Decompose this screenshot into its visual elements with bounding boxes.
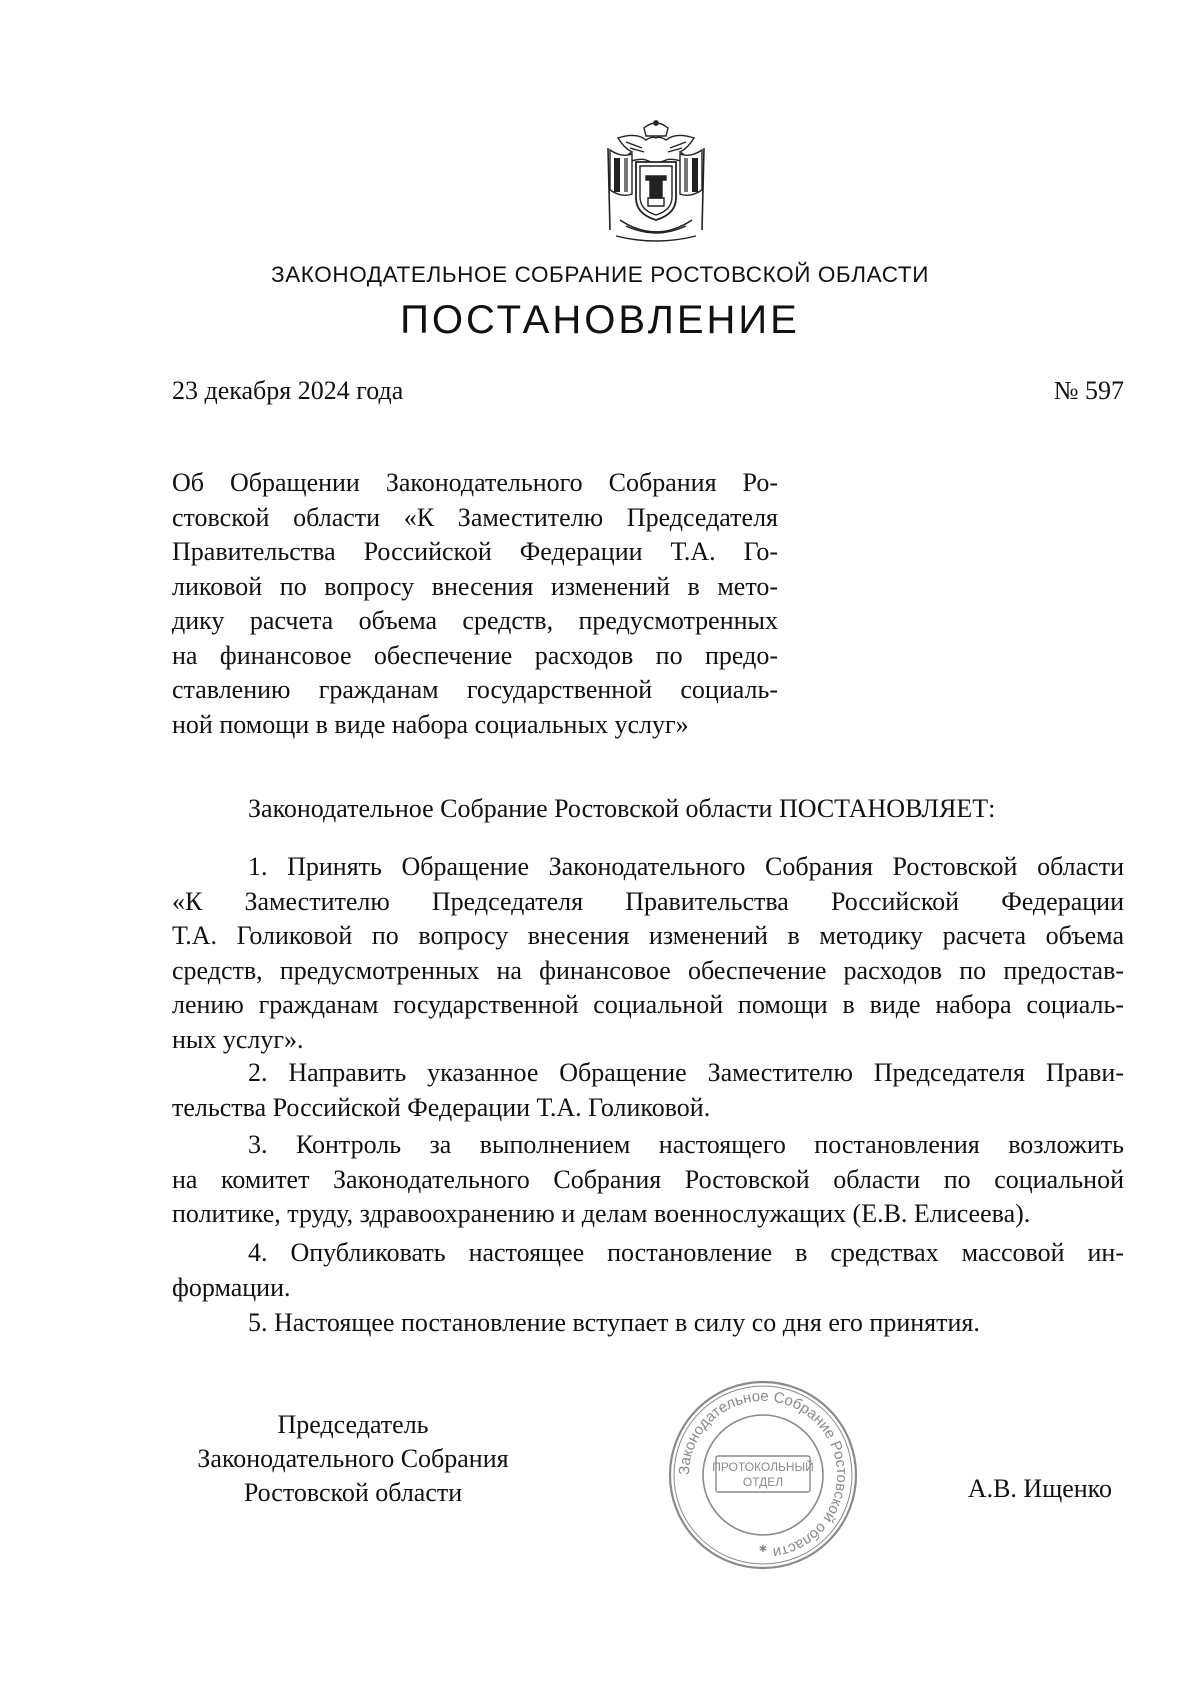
signatory-name: А.В. Ищенко bbox=[967, 1474, 1112, 1503]
item-line: 1. Принять Обращение Законодательного Собрания Ростовской области bbox=[248, 852, 1124, 881]
item-line: 4. Опубликовать настоящее постановление в средствах массовой ин- bbox=[248, 1238, 1124, 1267]
item-line: на комитет Законодательного Собрания Ростовской области по социальной bbox=[172, 1164, 1124, 1194]
document-type: ПОСТАНОВЛЕНИЕ bbox=[400, 298, 800, 342]
official-stamp bbox=[666, 1378, 860, 1572]
item-line: 5. Настоящее постановление вступает в силу со дня его принятия. bbox=[248, 1308, 980, 1337]
item-line: Т.А. Голиковой по вопросу внесения изменений в методику расчета объема bbox=[172, 921, 1124, 950]
item-line: лению гражданам государственной социальной помощи в виде набора социаль- bbox=[172, 990, 1124, 1019]
item-line: средств, предусмотренных на финансовое обеспечение расходов по предостав- bbox=[172, 955, 1124, 985]
item-line: ных услуг». bbox=[172, 1024, 304, 1054]
signatory-title-line: Ростовской области bbox=[243, 1478, 463, 1507]
subject-line: Об Обращении Законодательного Собрания Ро- bbox=[172, 468, 778, 497]
item-line: 2. Направить указанное Обращение Заместителю Председателя Прави- bbox=[248, 1058, 1124, 1087]
subject-line: стовской области «К Заместителю Председателя bbox=[172, 502, 778, 532]
resolution-item-1 bbox=[172, 850, 1124, 1057]
stamp-center-line-2: ОТДЕЛ bbox=[742, 1475, 784, 1489]
coat-of-arms-icon bbox=[596, 118, 716, 246]
resolves-clause: Законодательное Собрание Ростовской области ПОСТАНОВЛЯЕТ: bbox=[248, 794, 996, 823]
subject-line: Правительства Российской Федерации Т.А. Го- bbox=[172, 537, 778, 566]
subject-line: ставлению гражданам государственной социаль- bbox=[172, 675, 778, 704]
subject-line: ликовой по вопросу внесения изменений в мето- bbox=[172, 571, 778, 601]
item-line: 3. Контроль за выполнением настоящего постановления возложить bbox=[248, 1130, 1124, 1159]
document-date: 23 декабря 2024 года bbox=[172, 376, 404, 405]
stamp-star-icon: ✱ bbox=[758, 1544, 768, 1555]
item-line: формации. bbox=[172, 1272, 291, 1302]
resolution-item-4 bbox=[172, 1236, 1124, 1305]
stamp-ring-text: Законодательное Собрание Ростовской области bbox=[675, 1387, 851, 1562]
resolution-item-3 bbox=[172, 1128, 1124, 1232]
subject-line: на финансовое обеспечение расходов по предо- bbox=[172, 640, 778, 670]
stamp-center-line-1: ПРОТОКОЛЬНЫЙ bbox=[712, 1460, 814, 1474]
item-line: «К Заместителю Председателя Правительства Российской Федерации bbox=[172, 886, 1124, 916]
signatory-title bbox=[170, 1408, 536, 1510]
signatory-title-line: Законодательного Собрания bbox=[197, 1444, 509, 1473]
signatory-title-line: Председатель bbox=[277, 1410, 429, 1439]
document-number: № 597 bbox=[1053, 376, 1124, 405]
organization-name: ЗАКОНОДАТЕЛЬНОЕ СОБРАНИЕ РОСТОВСКОЙ ОБЛАСТИ bbox=[271, 262, 929, 287]
document-subject bbox=[172, 466, 778, 742]
subject-line: ной помощи в виде набора социальных услуг» bbox=[172, 709, 689, 739]
item-line: тельства Российской Федерации Т.А. Голиковой. bbox=[172, 1092, 711, 1122]
resolution-item-5 bbox=[172, 1306, 1124, 1341]
resolution-item-2 bbox=[172, 1056, 1124, 1125]
subject-line: дику расчета объема средств, предусмотренных bbox=[172, 606, 778, 635]
item-line: политике, труду, здравоохранению и делам военнослужащих (Е.В. Елисеева). bbox=[172, 1199, 1031, 1228]
